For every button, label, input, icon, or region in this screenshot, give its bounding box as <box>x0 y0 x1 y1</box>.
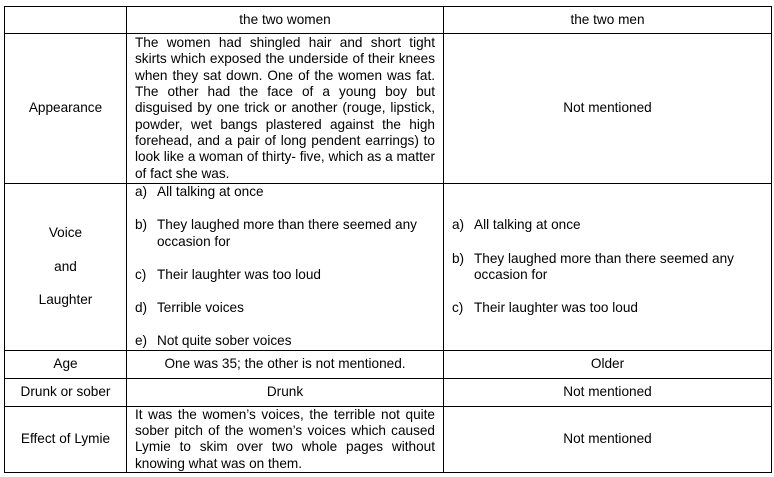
list-marker: b) <box>452 250 465 266</box>
list-text: All talking at once <box>157 184 264 199</box>
appearance-women-cell: The women had shingled hair and short tight skirts which exposed the underside of their knees when they sat down. One of the women was fat. The other had the face of a young boy but disguised by one trick or another (rouge, lipstick, powder, wet bangs plastered against the high forehead, and a pair of long pendent earrings) to look like a woman of thirty- five, which as a matter of fact she was. <box>127 34 444 184</box>
list-item <box>135 267 435 283</box>
comparison-table <box>4 6 772 473</box>
list-item <box>452 300 763 316</box>
list-marker: c) <box>135 266 147 282</box>
voice-men-list <box>452 217 763 316</box>
list-item <box>135 333 435 349</box>
header-cell-women: the two women <box>127 7 444 34</box>
voice-row <box>5 184 772 351</box>
list-item <box>135 300 435 316</box>
drunk-men-cell: Not mentioned <box>444 378 772 406</box>
drunk-row <box>5 378 772 406</box>
header-row <box>5 7 772 34</box>
appearance-label: Appearance <box>5 34 127 184</box>
voice-label-line: and <box>54 258 77 274</box>
age-label: Age <box>5 350 127 378</box>
list-marker: a) <box>135 184 148 199</box>
age-women-cell: One was 35; the other is not mentioned. <box>127 350 444 378</box>
list-marker: b) <box>135 217 148 233</box>
voice-women-list <box>135 184 435 350</box>
age-row <box>5 350 772 378</box>
list-text: Their laughter was too loud <box>474 300 638 316</box>
list-text: Not quite sober voices <box>157 333 292 349</box>
voice-label-line: Laughter <box>38 292 93 308</box>
effect-women-cell: It was the women’s voices, the terrible not quite sober pitch of the women’s voices which caused Lymie to skim over two whole pages without knowing what was on them. <box>127 406 444 472</box>
list-text: All talking at once <box>474 217 581 233</box>
drunk-women-cell: Drunk <box>127 378 444 406</box>
voice-women-cell <box>127 184 444 351</box>
voice-label-line: Voice <box>48 225 83 241</box>
age-men-cell: Older <box>444 350 772 378</box>
list-marker: c) <box>452 300 464 316</box>
list-text: They laughed more than there seemed any occasion for <box>474 250 734 282</box>
header-cell-empty <box>5 7 127 34</box>
voice-men-cell <box>444 184 772 351</box>
appearance-row <box>5 34 772 184</box>
header-cell-men: the two men <box>444 7 772 34</box>
list-item <box>135 217 435 250</box>
list-marker: e) <box>135 333 148 349</box>
list-text: They laughed more than there seemed any occasion for <box>157 217 417 249</box>
effect-row <box>5 406 772 472</box>
list-marker: d) <box>135 300 148 316</box>
list-marker: a) <box>452 217 465 233</box>
list-text: Terrible voices <box>157 300 244 316</box>
list-item <box>135 184 435 200</box>
list-item <box>452 217 763 233</box>
list-text: Their laughter was too loud <box>157 266 321 282</box>
appearance-men-cell: Not mentioned <box>444 34 772 184</box>
drunk-label: Drunk or sober <box>5 378 127 406</box>
voice-label <box>5 184 127 351</box>
effect-label: Effect of Lymie <box>5 406 127 472</box>
effect-men-cell: Not mentioned <box>444 406 772 472</box>
list-item <box>452 251 763 284</box>
